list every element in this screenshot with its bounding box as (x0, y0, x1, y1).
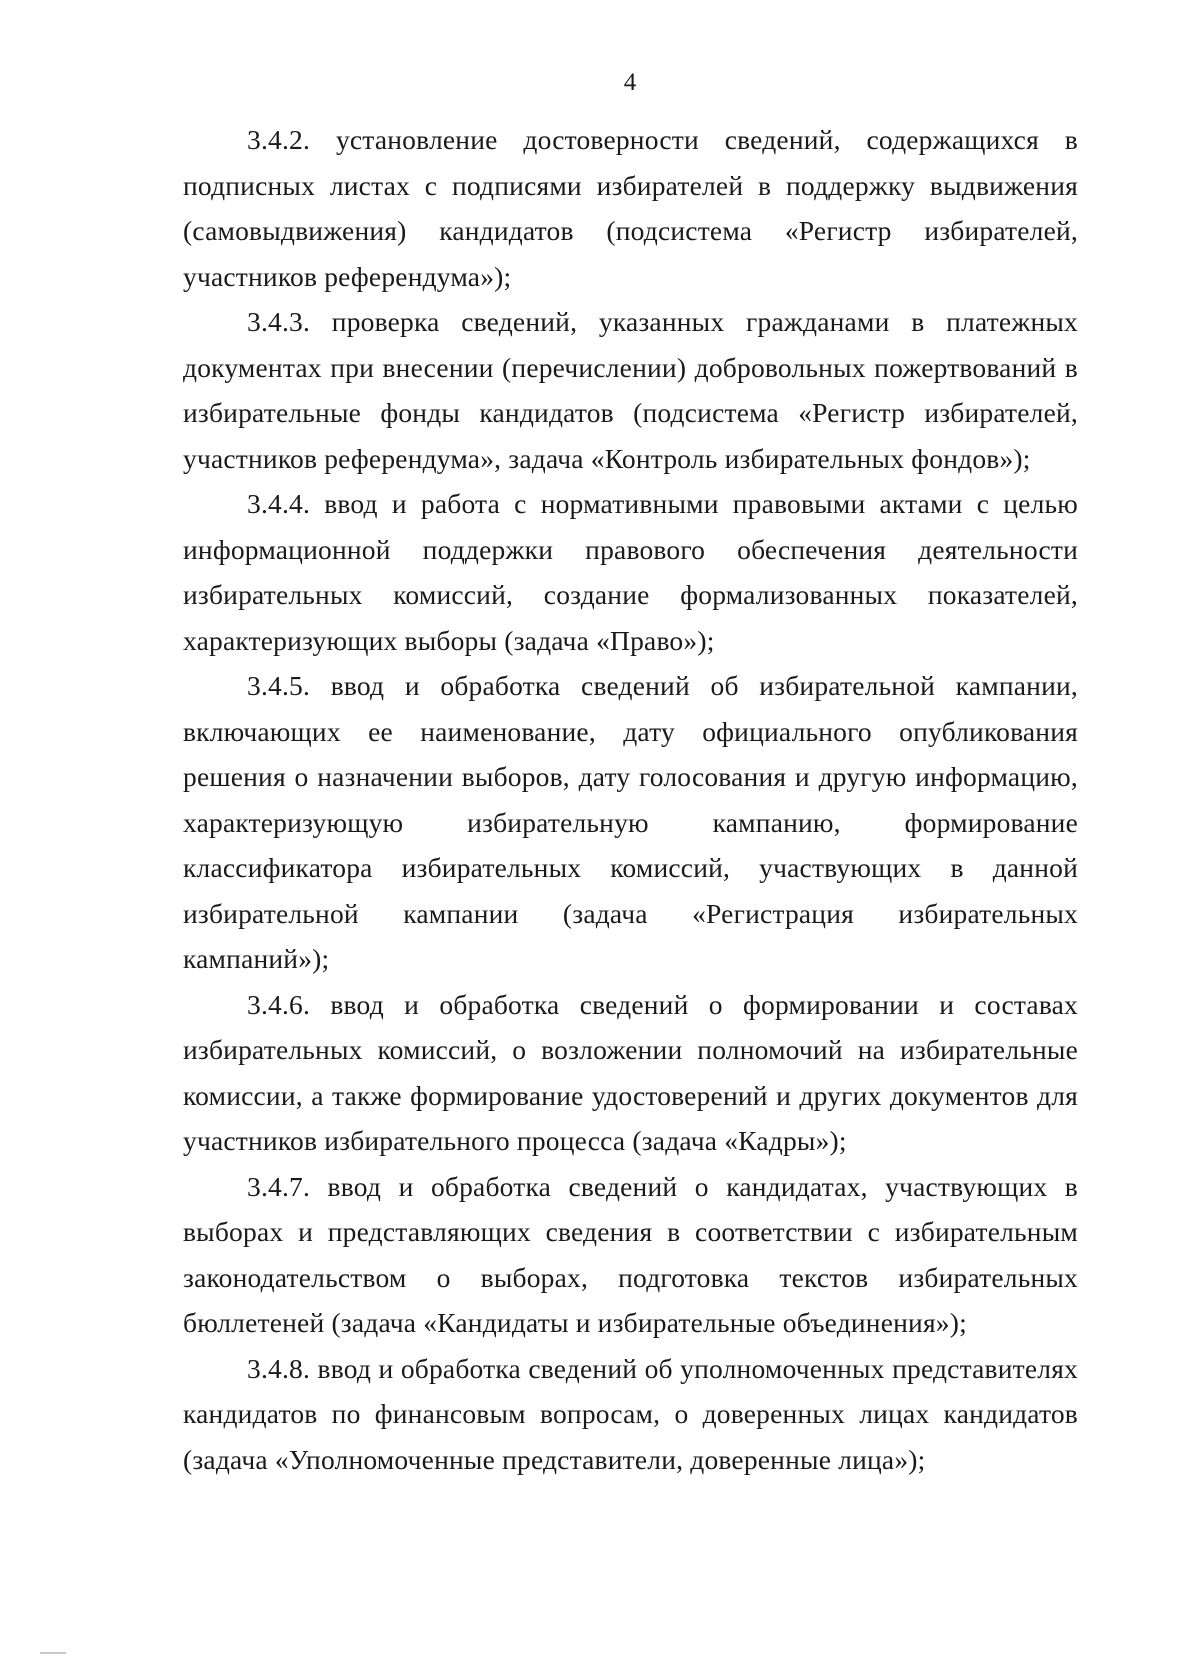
document-body (183, 117, 1078, 1482)
paragraph-3-4-5: 3.4.5. ввод и обработка сведений об избирательной кампании, включающих ее наименование, дату официального опубликования решения о назначении выборов, дату голосования и другую информацию, характеризующую избирательную кампанию, формирование классификатора избирательных комиссий, участвующих в данной избирательной кампании (задача «Регистрация избирательных кампаний»); (183, 670, 1078, 974)
scan-artifact-line (40, 1652, 66, 1654)
paragraph-3-4-4: 3.4.4. ввод и работа с нормативными правовыми актами с целью информационной поддержки правового обеспечения деятельности избирательных комиссий, создание формализованных показателей, характеризующих выборы (задача «Право»); (183, 488, 1078, 656)
paragraph-3-4-6: 3.4.6. ввод и обработка сведений о формировании и составах избирательных комиссий, о возложении полномочий на избирательные комиссии, а также формирование удостоверений и других документов для участников избирательного процесса (задача «Кадры»); (183, 988, 1078, 1156)
paragraph-3-4-2: 3.4.2. установление достоверности сведений, содержащихся в подписных листах с подписями избирателей в поддержку выдвижения (самовыдвижения) кандидатов (подсистема «Регистр избирателей, участников референдума»); (183, 124, 1078, 292)
paragraph-3-4-7: 3.4.7. ввод и обработка сведений о кандидатах, участвующих в выборах и представляющих сведения в соответствии с избирательным законодательством о выборах, подготовка текстов избирательных бюллетеней (задача «Кандидаты и избирательные объединения»); (183, 1170, 1078, 1338)
paragraph-3-4-8: 3.4.8. ввод и обработка сведений об уполномоченных представителях кандидатов по финансовым вопросам, о доверенных лицах кандидатов (задача «Уполномоченные представители, доверенные лица»); (183, 1352, 1078, 1475)
page-number: 4 (623, 69, 637, 96)
paragraph-3-4-3: 3.4.3. проверка сведений, указанных гражданами в платежных документах при внесении (перечислении) добровольных пожертвований в избирательные фонды кандидатов (подсистема «Регистр избирателей, участников референдума», задача «Контроль избирательных фондов»); (183, 306, 1078, 474)
